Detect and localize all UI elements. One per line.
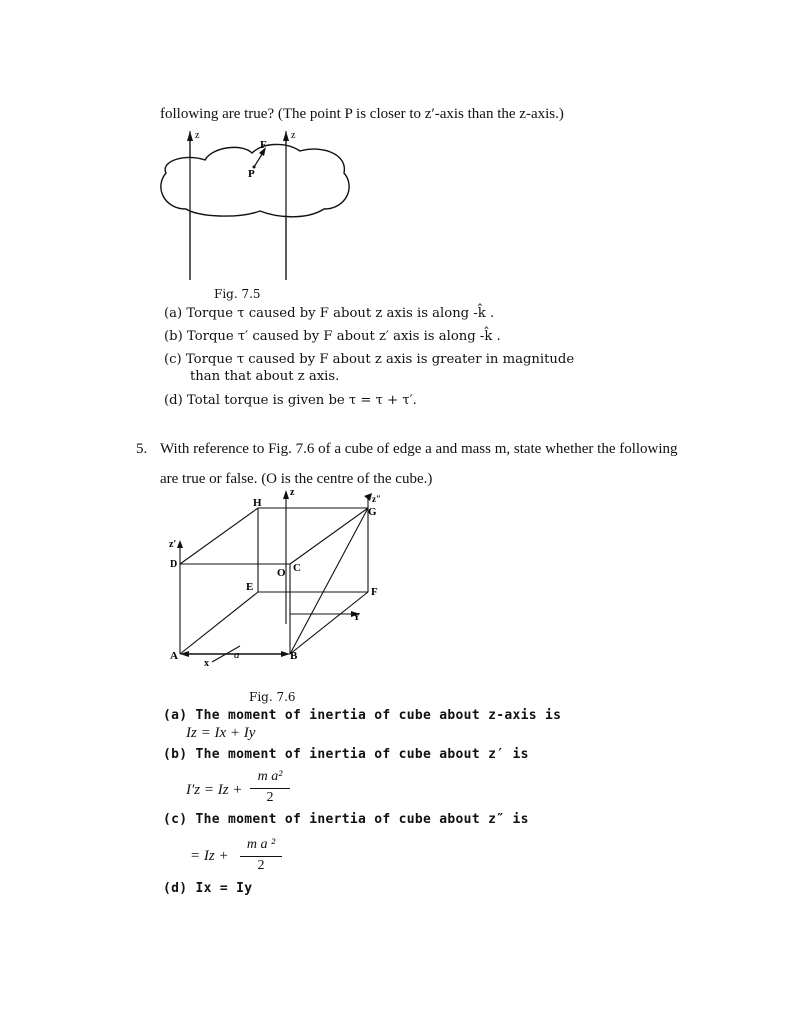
figure-7-6 <box>160 484 400 674</box>
q5-option-c-equation: = Iz + <box>190 848 229 864</box>
label-o: O <box>277 567 286 579</box>
edge-a-e <box>180 592 258 654</box>
label-z: z <box>195 130 200 141</box>
q5-option-b-numerator: m a² <box>257 769 283 784</box>
fig-7-5-caption: Fig. 7.5 <box>214 287 261 301</box>
label-x: x <box>204 658 209 669</box>
label-y: Y <box>353 612 361 623</box>
label-z-prime: z <box>291 130 296 141</box>
q4-intro: following are true? (The point P is closer to z′-axis than the z-axis.) <box>160 106 564 122</box>
q5-line2: are true or false. (O is the centre of the cube.) <box>160 471 433 487</box>
q5-option-a: (a) The moment of inertia of cube about z-axis is <box>163 708 562 723</box>
q5-line1: With reference to Fig. 7.6 of a cube of edge a and mass m, state whether the following <box>160 441 678 457</box>
label-c: C <box>293 562 301 574</box>
label-e: E <box>246 581 254 593</box>
rigid-body-outline <box>161 144 349 216</box>
q5-option-c-numerator: m a ² <box>246 837 276 852</box>
fig-7-6-caption: Fig. 7.6 <box>249 690 296 704</box>
label-edge-a: a <box>234 649 240 661</box>
q5-number: 5. <box>136 441 148 457</box>
q4-option-d: (d) Total torque is given be τ = τ + τ′. <box>164 393 417 408</box>
label-h: H <box>253 497 262 509</box>
label-p: P <box>248 168 255 180</box>
label-a: A <box>170 650 178 662</box>
q4-option-c-cont: than that about z axis. <box>190 369 340 384</box>
q5-option-b-denominator: 2 <box>266 790 274 805</box>
label-d: D <box>170 559 178 570</box>
z-prime-arrowhead <box>177 540 183 548</box>
q5-option-d: (d) Ix = Iy <box>163 881 253 896</box>
q5-option-c: (c) The moment of inertia of cube about z″ is <box>163 812 529 827</box>
q4-option-a: (a) Torque τ caused by F about z axis is along -k̂ . <box>164 306 495 321</box>
z-axis-arrowhead <box>187 131 193 141</box>
label-z-prime: z′ <box>169 539 177 550</box>
edge-d-h <box>180 508 258 564</box>
label-b: B <box>290 650 298 662</box>
q4-option-b: (b) Torque τ′ caused by F about z′ axis is along -k̂ . <box>164 329 501 344</box>
label-z: z <box>290 487 295 498</box>
label-z-dprime: z″ <box>372 494 381 504</box>
q5-option-b-equation: I′z = Iz + <box>186 782 243 798</box>
q5-option-b-fraction-bar <box>250 788 290 789</box>
a-right-arrowhead <box>281 651 290 657</box>
figure-7-5 <box>150 125 380 290</box>
a-left-arrowhead <box>180 651 189 657</box>
label-g: G <box>368 506 377 518</box>
label-f: F <box>371 586 378 598</box>
q5-option-c-denominator: 2 <box>257 858 265 873</box>
diagonal-bg <box>290 508 368 654</box>
z-prime-axis-arrowhead <box>283 131 289 141</box>
q4-option-c: (c) Torque τ caused by F about z axis is greater in magnitude <box>164 352 575 367</box>
q5-option-b: (b) The moment of inertia of cube about z′ is <box>163 747 529 762</box>
edge-b-f <box>290 592 368 654</box>
edge-front-g <box>290 508 368 564</box>
q5-option-a-equation: Iz = Ix + Iy <box>186 725 256 741</box>
q5-option-c-fraction-bar <box>240 856 282 857</box>
label-f: F <box>260 139 267 151</box>
z-arrowhead <box>283 490 289 499</box>
